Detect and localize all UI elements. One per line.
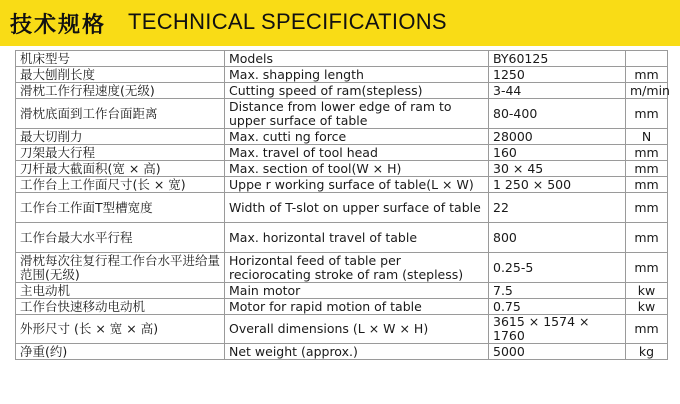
param-unit: mm bbox=[626, 161, 668, 177]
table-row bbox=[16, 344, 668, 360]
param-en: Max. shapping length bbox=[225, 67, 489, 83]
param-en: Net weight (approx.) bbox=[225, 344, 489, 360]
param-value: BY60125 bbox=[489, 51, 626, 67]
table-row bbox=[16, 67, 668, 83]
param-unit: mm bbox=[626, 145, 668, 161]
param-en: Main motor bbox=[225, 283, 489, 299]
table-row bbox=[16, 83, 668, 99]
param-unit bbox=[626, 51, 668, 67]
param-zh: 刀杆最大截面积(宽 × 高) bbox=[16, 161, 225, 177]
param-value: 1 250 × 500 bbox=[489, 177, 626, 193]
param-zh: 净重(约) bbox=[16, 344, 225, 360]
param-unit: kg bbox=[626, 344, 668, 360]
table-row bbox=[16, 223, 668, 253]
param-value: 800 bbox=[489, 223, 626, 253]
param-en: Max. travel of tool head bbox=[225, 145, 489, 161]
table-row bbox=[16, 99, 668, 129]
spec-table bbox=[15, 50, 668, 360]
title-chinese: 技术规格 bbox=[10, 13, 107, 38]
param-unit: N bbox=[626, 129, 668, 145]
param-en: Max. cutti ng force bbox=[225, 129, 489, 145]
param-zh: 滑枕底面到工作台面距离 bbox=[16, 99, 225, 129]
param-value: 0.75 bbox=[489, 299, 626, 315]
param-zh: 滑枕工作行程速度(无级) bbox=[16, 83, 225, 99]
table-row bbox=[16, 253, 668, 283]
param-value: 28000 bbox=[489, 129, 626, 145]
table-row bbox=[16, 193, 668, 223]
param-en: Uppe r working surface of table(L × W) bbox=[225, 177, 489, 193]
param-en: Motor for rapid motion of table bbox=[225, 299, 489, 315]
param-en: Horizontal feed of table per reciorocating stroke of ram (stepless) bbox=[225, 253, 489, 283]
table-row bbox=[16, 177, 668, 193]
table-row bbox=[16, 145, 668, 161]
param-value: 1250 bbox=[489, 67, 626, 83]
table-row bbox=[16, 283, 668, 299]
param-unit: mm bbox=[626, 315, 668, 344]
param-value: 30 × 45 bbox=[489, 161, 626, 177]
param-zh: 最大刨削长度 bbox=[16, 67, 225, 83]
param-zh: 刀架最大行程 bbox=[16, 145, 225, 161]
param-unit: mm bbox=[626, 67, 668, 83]
param-value: 22 bbox=[489, 193, 626, 223]
param-value: 80-400 bbox=[489, 99, 626, 129]
param-unit: mm bbox=[626, 99, 668, 129]
param-en: Max. section of tool(W × H) bbox=[225, 161, 489, 177]
table-row bbox=[16, 161, 668, 177]
param-unit: mm bbox=[626, 223, 668, 253]
param-en: Max. horizontal travel of table bbox=[225, 223, 489, 253]
param-unit: mm bbox=[626, 177, 668, 193]
param-zh: 工作台快速移动电动机 bbox=[16, 299, 225, 315]
param-unit: mm bbox=[626, 253, 668, 283]
param-zh: 工作台工作面T型槽宽度 bbox=[16, 193, 225, 223]
param-value: 7.5 bbox=[489, 283, 626, 299]
header-banner bbox=[0, 0, 680, 46]
param-unit: m/min bbox=[626, 83, 668, 99]
title-english: TECHNICAL SPECIFICATIONS bbox=[128, 9, 447, 34]
param-unit: kw bbox=[626, 283, 668, 299]
table-row bbox=[16, 51, 668, 67]
param-zh: 外形尺寸 (长 × 宽 × 高) bbox=[16, 315, 225, 344]
param-unit: kw bbox=[626, 299, 668, 315]
table-row bbox=[16, 129, 668, 145]
param-zh: 滑枕每次往复行程工作台水平进给量范围(无级) bbox=[16, 253, 225, 283]
param-en: Distance from lower edge of ram to upper surface of table bbox=[225, 99, 489, 129]
param-value: 0.25-5 bbox=[489, 253, 626, 283]
param-value: 160 bbox=[489, 145, 626, 161]
param-en: Models bbox=[225, 51, 489, 67]
param-zh: 最大切削力 bbox=[16, 129, 225, 145]
param-unit: mm bbox=[626, 193, 668, 223]
param-zh: 工作台最大水平行程 bbox=[16, 223, 225, 253]
param-zh: 主电动机 bbox=[16, 283, 225, 299]
param-zh: 机床型号 bbox=[16, 51, 225, 67]
table-row bbox=[16, 315, 668, 344]
param-zh: 工作台上工作面尺寸(长 × 宽) bbox=[16, 177, 225, 193]
param-value: 3-44 bbox=[489, 83, 626, 99]
param-en: Cutting speed of ram(stepless) bbox=[225, 83, 489, 99]
table-row bbox=[16, 299, 668, 315]
param-en: Width of T-slot on upper surface of table bbox=[225, 193, 489, 223]
param-value: 3615 × 1574 × 1760 bbox=[489, 315, 626, 344]
param-en: Overall dimensions (L × W × H) bbox=[225, 315, 489, 344]
param-value: 5000 bbox=[489, 344, 626, 360]
